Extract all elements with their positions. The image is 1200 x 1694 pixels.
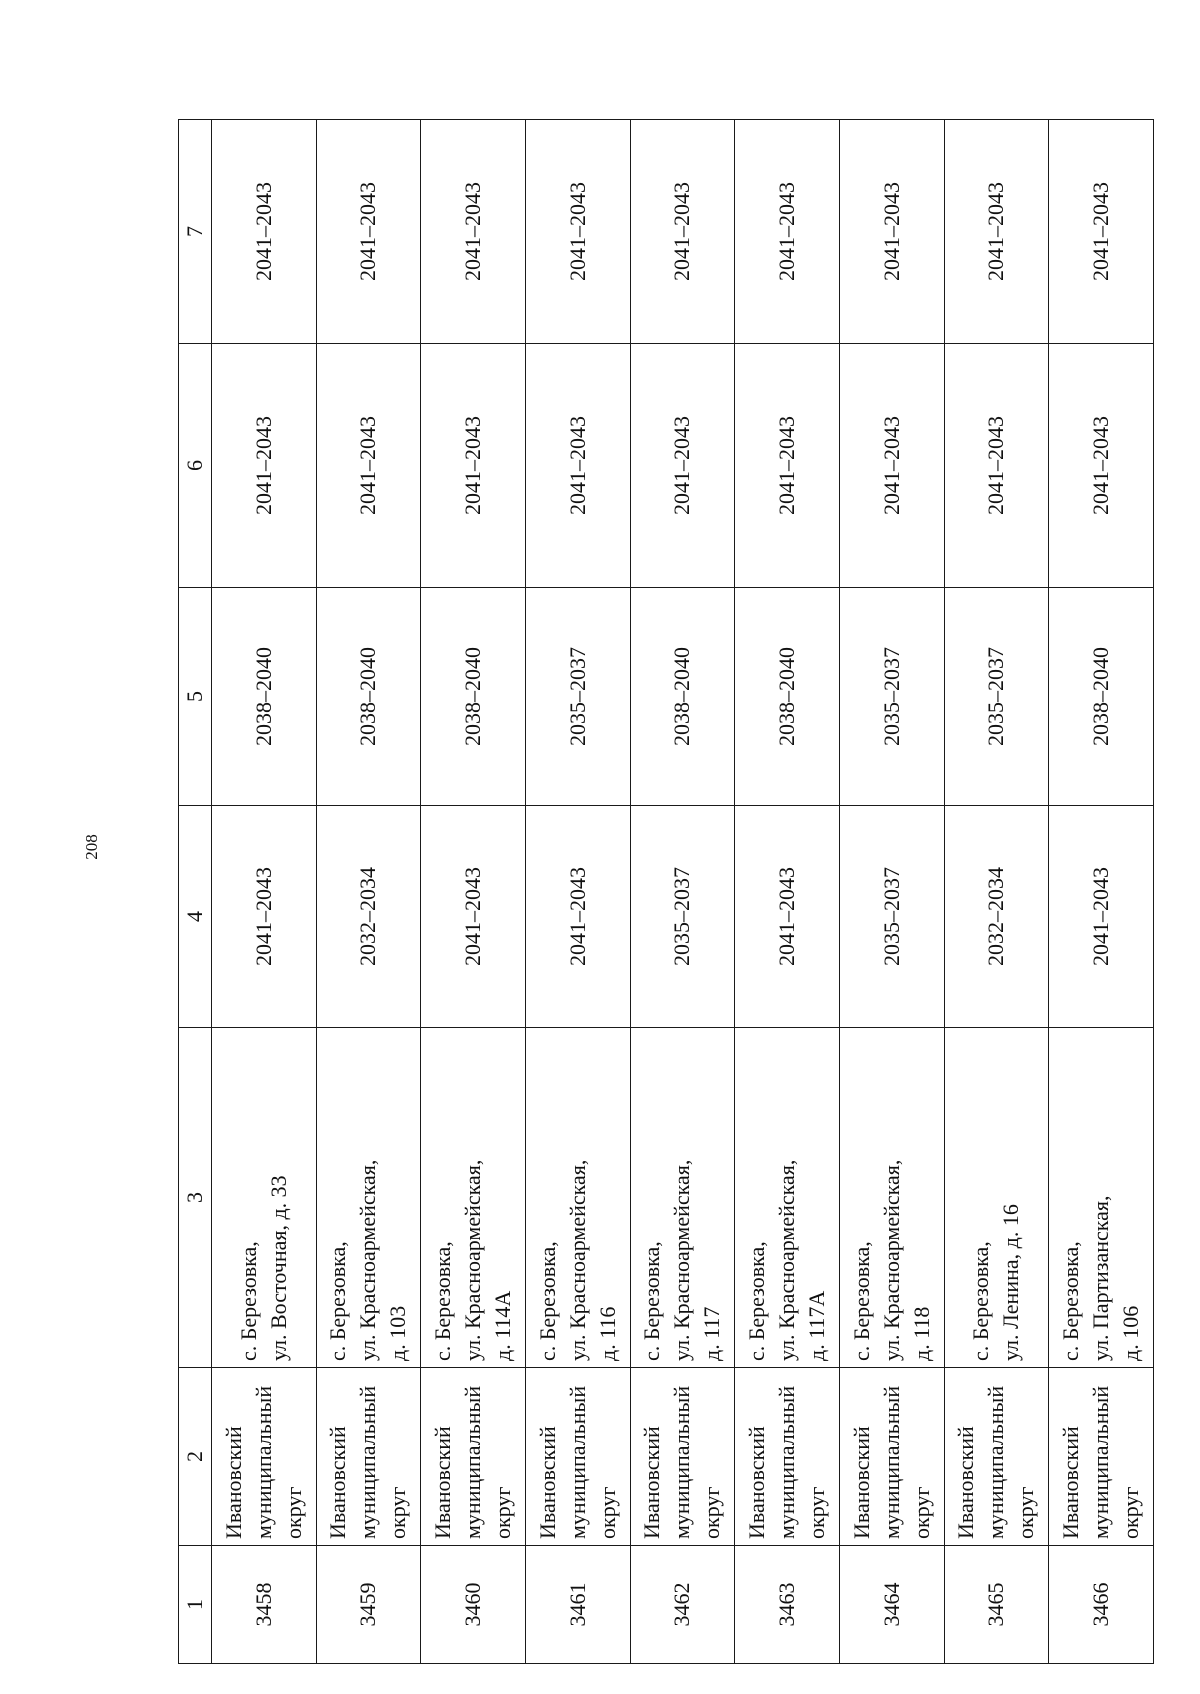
district-line: муниципальный	[564, 1385, 590, 1539]
address-line: ул. Восточная, д. 33	[265, 1175, 291, 1361]
address-line: ул. Красноармейская,	[564, 1159, 590, 1361]
district-line: Ивановский	[848, 1426, 874, 1539]
address-line: ул. Красноармейская,	[355, 1159, 381, 1361]
period-cell-c4: 2032–2034	[944, 806, 1049, 1028]
address-line: ул. Красноармейская,	[669, 1159, 695, 1361]
address-line: д. 117А	[804, 1290, 830, 1361]
district-line: муниципальный	[355, 1385, 381, 1539]
district-line: Ивановский	[953, 1426, 979, 1539]
district-line: округ	[699, 1486, 725, 1539]
period-cell-c4: 2041–2043	[212, 806, 317, 1028]
period-cell-c6: 2041–2043	[1049, 344, 1154, 588]
address-line: д. 118	[908, 1306, 934, 1361]
district-line: округ	[385, 1486, 411, 1539]
period-cell-c7: 2041–2043	[316, 120, 421, 344]
address-line: д. 106	[1118, 1305, 1144, 1361]
address-line: д. 114А	[490, 1290, 516, 1361]
period-cell-c4: 2035–2037	[630, 806, 735, 1028]
period-cell-c6: 2041–2043	[316, 344, 421, 588]
period-cell-c6: 2041–2043	[421, 344, 526, 588]
address-line: с. Березовка,	[534, 1241, 560, 1361]
address-cell	[944, 1028, 1049, 1368]
district-line: округ	[1118, 1486, 1144, 1539]
district-line: Ивановский	[744, 1426, 770, 1539]
row-number-cell: 3462	[630, 1546, 735, 1664]
column-header: 6	[179, 344, 212, 588]
district-line: Ивановский	[639, 1426, 665, 1539]
table-body	[212, 120, 1154, 1664]
district-line: Ивановский	[325, 1426, 351, 1539]
district-line: округ	[1013, 1486, 1039, 1539]
address-cell	[421, 1028, 526, 1368]
address-line: д. 116	[594, 1306, 620, 1361]
period-cell-c7: 2041–2043	[630, 120, 735, 344]
period-cell-c7: 2041–2043	[421, 120, 526, 344]
address-cell	[839, 1028, 944, 1368]
table-row	[1049, 120, 1154, 1664]
period-cell-c4: 2041–2043	[525, 806, 630, 1028]
period-cell-c7: 2041–2043	[525, 120, 630, 344]
address-cell	[525, 1028, 630, 1368]
district-line: округ	[908, 1486, 934, 1539]
column-header: 2	[179, 1368, 212, 1546]
district-line: муниципальный	[878, 1385, 904, 1539]
address-line: ул. Красноармейская,	[460, 1159, 486, 1361]
period-cell-c6: 2041–2043	[839, 344, 944, 588]
district-cell	[630, 1368, 735, 1546]
housing-repair-schedule-table	[178, 119, 1154, 1664]
period-cell-c4: 2041–2043	[1049, 806, 1154, 1028]
address-line: с. Березовка,	[848, 1241, 874, 1361]
table-row	[316, 120, 421, 1664]
row-number-cell: 3464	[839, 1546, 944, 1664]
table-row	[944, 120, 1049, 1664]
period-cell-c6: 2041–2043	[212, 344, 317, 588]
address-line: д. 103	[385, 1305, 411, 1361]
column-header: 5	[179, 588, 212, 806]
address-line: ул. Партизанская,	[1088, 1195, 1114, 1361]
period-cell-c7: 2041–2043	[839, 120, 944, 344]
district-line: муниципальный	[250, 1385, 276, 1539]
address-cell	[735, 1028, 840, 1368]
address-cell	[630, 1028, 735, 1368]
period-cell-c6: 2041–2043	[944, 344, 1049, 588]
table-row	[839, 120, 944, 1664]
district-cell	[421, 1368, 526, 1546]
row-number-cell: 3466	[1049, 1546, 1154, 1664]
address-line: с. Березовка,	[1058, 1241, 1084, 1361]
address-line: с. Березовка,	[639, 1241, 665, 1361]
district-line: округ	[594, 1486, 620, 1539]
address-cell	[316, 1028, 421, 1368]
header-row	[179, 120, 212, 1664]
district-cell	[1049, 1368, 1154, 1546]
district-line: Ивановский	[430, 1426, 456, 1539]
table-row	[212, 120, 317, 1664]
address-line: с. Березовка,	[430, 1241, 456, 1361]
period-cell-c6: 2041–2043	[525, 344, 630, 588]
district-cell	[525, 1368, 630, 1546]
address-cell	[1049, 1028, 1154, 1368]
table-row	[630, 120, 735, 1664]
district-cell	[944, 1368, 1049, 1546]
district-cell	[735, 1368, 840, 1546]
table-row	[525, 120, 630, 1664]
district-cell	[839, 1368, 944, 1546]
period-cell-c7: 2041–2043	[212, 120, 317, 344]
period-cell-c4: 2041–2043	[421, 806, 526, 1028]
address-line: ул. Красноармейская,	[774, 1159, 800, 1361]
column-header: 1	[179, 1546, 212, 1664]
period-cell-c5: 2038–2040	[735, 588, 840, 806]
district-line: округ	[490, 1486, 516, 1539]
address-line: ул. Красноармейская,	[878, 1159, 904, 1361]
period-cell-c4: 2041–2043	[735, 806, 840, 1028]
address-line: ул. Ленина, д. 16	[998, 1204, 1024, 1361]
period-cell-c5: 2038–2040	[1049, 588, 1154, 806]
table-row	[421, 120, 526, 1664]
row-number-cell: 3459	[316, 1546, 421, 1664]
period-cell-c5: 2035–2037	[944, 588, 1049, 806]
district-cell	[316, 1368, 421, 1546]
address-line: с. Березовка,	[325, 1241, 351, 1361]
district-line: муниципальный	[774, 1385, 800, 1539]
period-cell-c5: 2038–2040	[630, 588, 735, 806]
period-cell-c7: 2041–2043	[944, 120, 1049, 344]
period-cell-c5: 2038–2040	[421, 588, 526, 806]
table-row	[735, 120, 840, 1664]
district-line: муниципальный	[1088, 1385, 1114, 1539]
row-number-cell: 3461	[525, 1546, 630, 1664]
district-line: округ	[804, 1486, 830, 1539]
district-line: муниципальный	[669, 1385, 695, 1539]
period-cell-c4: 2035–2037	[839, 806, 944, 1028]
address-cell	[212, 1028, 317, 1368]
period-cell-c4: 2032–2034	[316, 806, 421, 1028]
address-line: д. 117	[699, 1306, 725, 1361]
period-cell-c6: 2041–2043	[630, 344, 735, 588]
district-line: Ивановский	[534, 1426, 560, 1539]
address-line: с. Березовка,	[744, 1241, 770, 1361]
row-number-cell: 3460	[421, 1546, 526, 1664]
row-number-cell: 3465	[944, 1546, 1049, 1664]
district-line: муниципальный	[460, 1385, 486, 1539]
period-cell-c5: 2035–2037	[525, 588, 630, 806]
period-cell-c5: 2038–2040	[316, 588, 421, 806]
period-cell-c7: 2041–2043	[1049, 120, 1154, 344]
period-cell-c5: 2038–2040	[212, 588, 317, 806]
column-header: 7	[179, 120, 212, 344]
district-line: Ивановский	[220, 1426, 246, 1539]
period-cell-c7: 2041–2043	[735, 120, 840, 344]
rotated-table-frame	[178, 120, 1154, 1664]
column-header: 3	[179, 1028, 212, 1368]
period-cell-c5: 2035–2037	[839, 588, 944, 806]
district-line: муниципальный	[983, 1385, 1009, 1539]
address-line: с. Березовка,	[235, 1241, 261, 1361]
column-header: 4	[179, 806, 212, 1028]
row-number-cell: 3458	[212, 1546, 317, 1664]
district-cell	[212, 1368, 317, 1546]
page-number: 208	[82, 834, 101, 860]
row-number-cell: 3463	[735, 1546, 840, 1664]
address-line: с. Березовка,	[968, 1241, 994, 1361]
district-line: Ивановский	[1058, 1426, 1084, 1539]
period-cell-c6: 2041–2043	[735, 344, 840, 588]
district-line: округ	[280, 1486, 306, 1539]
